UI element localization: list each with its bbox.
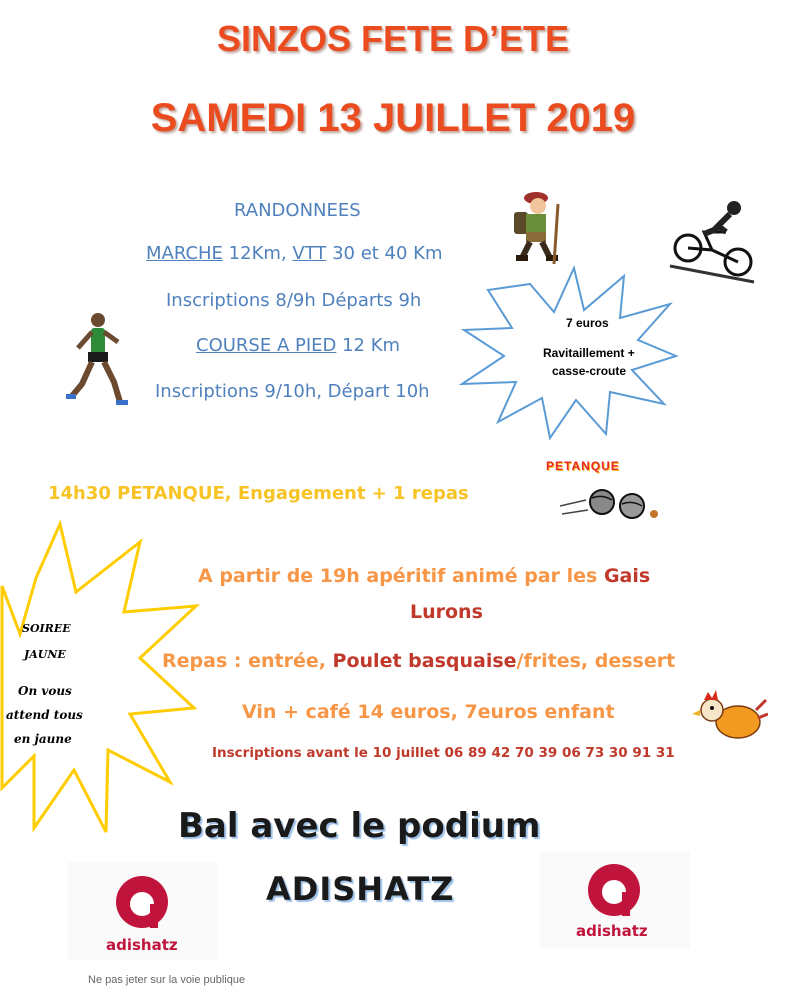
- lurons-text: Lurons: [410, 601, 483, 623]
- bal-line2: ADISHATZ: [266, 870, 455, 908]
- inscriptions-line: Inscriptions avant le 10 juillet 06 89 42 70 39 06 73 30 91 31: [212, 745, 675, 761]
- adishatz-logo-right-text: adishatz: [576, 922, 648, 940]
- aperitif-line: [198, 565, 650, 587]
- course-label: COURSE A PIED: [196, 335, 337, 356]
- petanque-banner: PETANQUE: [546, 459, 620, 473]
- yellow-starburst-line4: attend tous: [6, 708, 83, 722]
- vtt-distance: 30 et 40 Km: [326, 243, 443, 264]
- repas-end: /frites, dessert: [516, 650, 676, 672]
- marche-vtt-line: [146, 243, 443, 264]
- course-line: [196, 335, 400, 356]
- yellow-starburst: [0, 520, 202, 842]
- bal-line1: Bal avec le podium: [178, 806, 541, 846]
- poulet-text: Poulet basquaise: [332, 650, 517, 672]
- repas-line: [162, 650, 675, 672]
- yellow-starburst-line5: en jaune: [14, 732, 72, 746]
- yellow-starburst-line2: JAUNE: [24, 648, 66, 661]
- footer-note: Ne pas jeter sur la voie publique: [88, 974, 246, 986]
- event-date: SAMEDI 13 JUILLET 2019: [150, 96, 636, 140]
- blue-starburst-price: 7 euros: [566, 316, 609, 330]
- yellow-starburst-line1: SOIREE: [22, 622, 71, 635]
- randonnees-heading: RANDONNEES: [234, 200, 361, 221]
- runner-illustration: [58, 308, 142, 408]
- event-title: SINZOS FETE D’ETE: [216, 18, 570, 59]
- yellow-starburst-line3: On vous: [18, 684, 72, 698]
- hiker-illustration: [496, 186, 578, 268]
- aperitif-text: A partir de 19h apéritif animé par les: [198, 565, 604, 587]
- adishatz-logo-left-mark: [110, 870, 174, 934]
- petanque-text: 14h30 PETANQUE, Engagement + 1 repas: [48, 483, 469, 504]
- blue-starburst-line2: casse-croute: [552, 364, 627, 378]
- adishatz-logo-left: [68, 862, 218, 960]
- course-schedule: Inscriptions 9/10h, Départ 10h: [155, 381, 430, 402]
- vin-line: Vin + café 14 euros, 7euros enfant: [242, 701, 615, 723]
- adishatz-logo-right-mark: [582, 858, 646, 922]
- petanque-balls-illustration: [556, 476, 668, 522]
- blue-starburst-line1: Ravitaillement +: [543, 346, 635, 360]
- cyclist-illustration: [668, 194, 756, 284]
- marche-distance: 12Km,: [222, 243, 293, 264]
- repas-start: Repas : entrée,: [162, 650, 333, 672]
- rooster-illustration: [690, 688, 768, 744]
- marche-schedule: Inscriptions 8/9h Départs 9h: [166, 290, 422, 311]
- adishatz-logo-left-text: adishatz: [106, 936, 178, 954]
- gais-text: Gais: [603, 565, 651, 587]
- marche-label: MARCHE: [146, 243, 223, 264]
- vtt-label: VTT: [292, 243, 327, 264]
- adishatz-logo-right: [540, 852, 690, 948]
- course-distance: 12 Km: [336, 335, 401, 356]
